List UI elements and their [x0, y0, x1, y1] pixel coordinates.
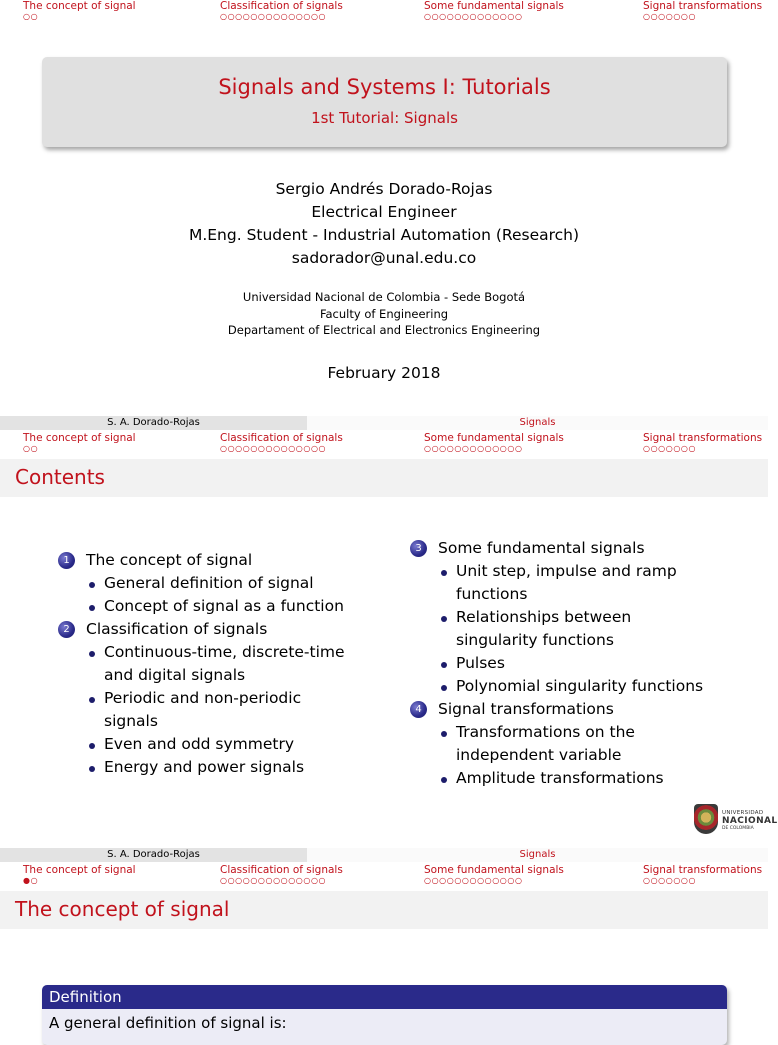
university-seal-icon [694, 804, 718, 834]
toc-subsection[interactable] [58, 687, 388, 710]
nav-label: Signal transformations [643, 864, 763, 876]
toc-subsection-label: Pulses [456, 654, 505, 672]
nav-link-concept[interactable] [23, 864, 136, 885]
toc-subsection[interactable] [58, 572, 388, 595]
nav-label: Some fundamental signals [424, 0, 564, 12]
bullet-icon [441, 662, 447, 668]
author-role: Electrical Engineer [311, 203, 457, 221]
footer-author: S. A. Dorado-Rojas [0, 416, 307, 430]
toc-subsection[interactable] [410, 721, 760, 744]
institute-faculty: Faculty of Engineering [319, 307, 449, 321]
footer-author: S. A. Dorado-Rojas [0, 848, 307, 862]
definition-header: Definition [42, 985, 727, 1009]
nav-label: Some fundamental signals [424, 432, 564, 444]
bullet-icon [441, 777, 447, 783]
nav-link-fundamental[interactable] [424, 0, 564, 21]
bullet-icon [89, 651, 95, 657]
nav-bar-slide1 [0, 0, 768, 29]
toc-subsection-label: signals [104, 712, 158, 730]
bullet-icon [89, 766, 95, 772]
nav-dots: ○○○○○○○○○○○○○ [424, 876, 523, 885]
toc-subsection-cont[interactable] [410, 583, 760, 606]
logo-line: UNIVERSIDAD [722, 810, 764, 816]
bullet-icon [441, 685, 447, 691]
bullet-icon [89, 743, 95, 749]
frame-title-band [0, 459, 768, 497]
toc-section[interactable] [58, 618, 388, 641]
nav-dots: ○○○○○○○○○○○○○ [424, 12, 523, 21]
nav-label: Classification of signals [220, 432, 343, 444]
university-logo-text [722, 809, 778, 833]
toc-subsection[interactable] [58, 595, 388, 618]
nav-dots: ○○○○○○○ [643, 12, 697, 21]
nav-link-transformations[interactable] [643, 432, 762, 453]
toc-subsection-cont[interactable] [58, 710, 388, 733]
toc-subsection-label: Unit step, impulse and ramp [456, 562, 677, 580]
nav-label: Some fundamental signals [424, 864, 564, 876]
toc-column-right [410, 537, 760, 790]
footer-slide1 [0, 416, 768, 430]
toc-subsection-label: singularity functions [456, 631, 614, 649]
nav-link-concept[interactable] [23, 432, 136, 453]
toc-subsection-label: Polynomial singularity functions [456, 677, 704, 695]
toc-section[interactable] [410, 537, 760, 560]
toc-subsection[interactable] [410, 560, 760, 583]
nav-bar-slide2 [0, 432, 768, 461]
toc-subsection[interactable] [58, 756, 388, 779]
nav-link-transformations[interactable] [643, 864, 762, 885]
nav-dots: ●○ [23, 876, 39, 885]
section-number-badge: 2 [58, 621, 75, 638]
nav-dots: ○○○○○○○ [643, 876, 697, 885]
toc-section-label: Classification of signals [86, 620, 268, 638]
nav-link-fundamental[interactable] [424, 432, 564, 453]
toc-subsection-label: and digital signals [104, 666, 246, 684]
toc-subsection-label: Even and odd symmetry [104, 735, 295, 753]
nav-link-concept[interactable] [23, 0, 136, 21]
nav-dots: ○○○○○○○ [643, 444, 697, 453]
nav-label: Classification of signals [220, 864, 343, 876]
frame-title-band [0, 891, 768, 929]
logo-line: NACIONAL [722, 816, 778, 826]
section-number-badge: 4 [410, 701, 427, 718]
nav-dots: ○○○○○○○○○○○○○○ [220, 444, 327, 453]
toc-subsection-label: Amplitude transformations [456, 769, 664, 787]
nav-dots: ○○ [23, 444, 39, 453]
nav-link-classification[interactable] [220, 864, 343, 885]
toc-subsection-label: General definition of signal [104, 574, 314, 592]
institute-department: Departament of Electrical and Electronics Engineering [227, 323, 541, 337]
bullet-icon [441, 731, 447, 737]
author-name: Sergio Andrés Dorado-Rojas [275, 180, 493, 198]
toc-subsection-label: Continuous-time, discrete-time [104, 643, 345, 661]
logo-line: DE COLOMBIA [722, 826, 754, 831]
nav-label: The concept of signal [23, 432, 136, 444]
footer-topic: Signals [307, 848, 768, 862]
toc-subsection[interactable] [58, 641, 388, 664]
toc-subsection[interactable] [410, 675, 760, 698]
title-block [42, 57, 727, 147]
toc-subsection-cont[interactable] [410, 629, 760, 652]
toc-section[interactable] [58, 549, 388, 572]
toc-subsection-label: Periodic and non-periodic [104, 689, 302, 707]
toc-subsection[interactable] [410, 767, 760, 790]
nav-dots: ○○○○○○○○○○○○○ [424, 444, 523, 453]
frame-title-contents: Contents [15, 465, 105, 489]
nav-link-transformations[interactable] [643, 0, 762, 21]
definition-block [42, 985, 727, 1045]
institute-university: Universidad Nacional de Colombia - Sede Bogotá [242, 290, 526, 304]
nav-dots: ○○○○○○○○○○○○○○ [220, 876, 327, 885]
university-logo [694, 804, 778, 836]
toc-subsection-label: Concept of signal as a function [104, 597, 344, 615]
presentation-title: Signals and Systems I: Tutorials [218, 75, 551, 99]
toc-section-label: Signal transformations [438, 700, 614, 718]
toc-subsection-label: Energy and power signals [104, 758, 305, 776]
bullet-icon [441, 570, 447, 576]
toc-subsection[interactable] [58, 733, 388, 756]
nav-dots: ○○○○○○○○○○○○○○ [220, 12, 327, 21]
frame-title-concept: The concept of signal [15, 897, 230, 921]
toc-subsection-label: functions [456, 585, 528, 603]
section-number-badge: 1 [58, 552, 75, 569]
nav-label: Signal transformations [643, 432, 763, 444]
bullet-icon [441, 616, 447, 622]
toc-section-label: Some fundamental signals [438, 539, 645, 557]
toc-section[interactable] [410, 698, 760, 721]
bullet-icon [89, 605, 95, 611]
definition-text: A general definition of signal is: [49, 1014, 287, 1032]
toc-subsection[interactable] [410, 606, 760, 629]
toc-subsection-label: Relationships between [456, 608, 632, 626]
footer-topic: Signals [307, 416, 768, 430]
toc-subsection-cont[interactable] [410, 744, 760, 767]
nav-label: Classification of signals [220, 0, 343, 12]
toc-column-left [58, 549, 388, 779]
nav-bar-slide3 [0, 864, 768, 893]
toc-subsection-cont[interactable] [58, 664, 388, 687]
bullet-icon [89, 582, 95, 588]
nav-label: The concept of signal [23, 0, 136, 12]
author-email[interactable]: sadorador@unal.edu.co [291, 249, 477, 267]
nav-link-fundamental[interactable] [424, 864, 564, 885]
toc-subsection-label: Transformations on the [456, 723, 635, 741]
bullet-icon [89, 697, 95, 703]
toc-subsection[interactable] [410, 652, 760, 675]
nav-dots: ○○ [23, 12, 39, 21]
toc-subsection-label: independent variable [456, 746, 622, 764]
author-program: M.Eng. Student - Industrial Automation (Research) [188, 226, 580, 244]
nav-link-classification[interactable] [220, 432, 343, 453]
nav-label: Signal transformations [643, 0, 763, 12]
presentation-date: February 2018 [327, 364, 441, 382]
toc-section-label: The concept of signal [86, 551, 253, 569]
nav-label: The concept of signal [23, 864, 136, 876]
footer-slide2 [0, 848, 768, 862]
section-number-badge: 3 [410, 540, 427, 557]
nav-link-classification[interactable] [220, 0, 343, 21]
presentation-subtitle: 1st Tutorial: Signals [311, 109, 458, 127]
